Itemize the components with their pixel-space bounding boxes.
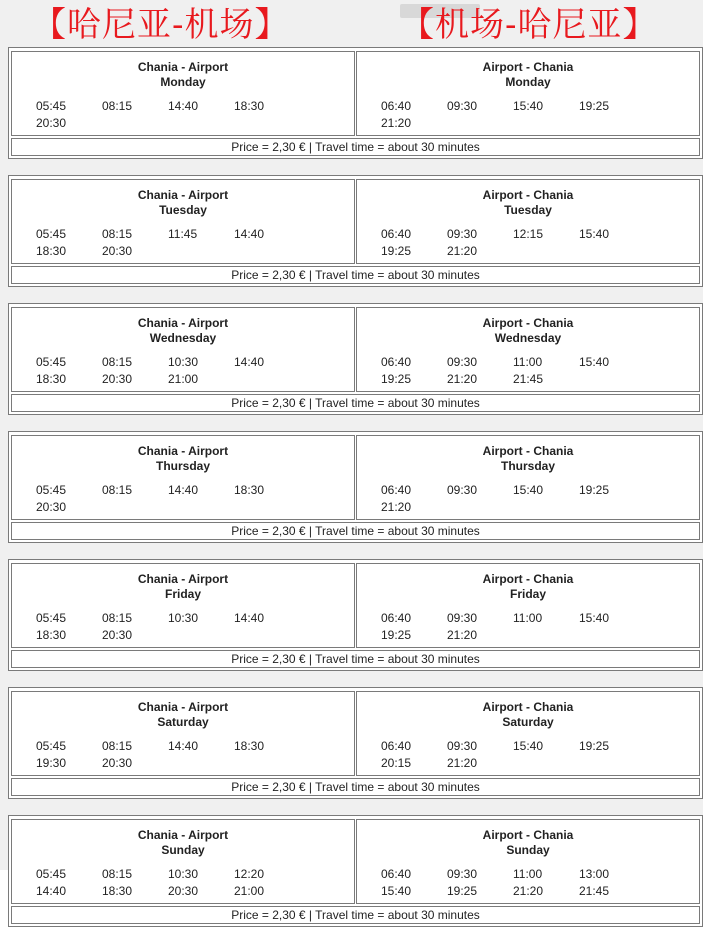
route-day: Friday bbox=[164, 587, 201, 601]
departure-time: 14:40 bbox=[168, 739, 199, 753]
route-airport-chania bbox=[356, 179, 700, 264]
route-title: Chania - Airport bbox=[137, 700, 229, 714]
departure-time: 15:40 bbox=[513, 483, 544, 497]
route-grid bbox=[9, 816, 702, 904]
departure-time: 20:30 bbox=[36, 500, 67, 514]
departure-time: 10:30 bbox=[168, 355, 199, 369]
departure-time: 18:30 bbox=[102, 884, 133, 898]
departure-time: 21:20 bbox=[381, 116, 412, 130]
departure-time: 21:20 bbox=[381, 500, 412, 514]
day-block-sunday bbox=[8, 815, 703, 927]
departure-time: 18:30 bbox=[234, 99, 265, 113]
route-title: Airport - Chania bbox=[482, 572, 574, 586]
departure-time: 08:15 bbox=[102, 867, 133, 881]
price-note: Price = 2,30 € | Travel time = about 30 minutes bbox=[11, 522, 700, 540]
departure-time: 15:40 bbox=[513, 739, 544, 753]
route-chania-airport bbox=[11, 435, 355, 520]
route-airport-chania bbox=[356, 51, 700, 136]
heading-airport-to-chania: 【机场-哈尼亚】 bbox=[400, 5, 658, 45]
departure-time: 19:25 bbox=[447, 884, 478, 898]
route-airport-chania bbox=[356, 307, 700, 392]
route-day: Wednesday bbox=[149, 331, 217, 345]
departure-time: 14:40 bbox=[234, 227, 265, 241]
departure-time: 18:30 bbox=[234, 483, 265, 497]
route-day: Monday bbox=[505, 75, 551, 89]
departure-time: 13:00 bbox=[579, 867, 610, 881]
route-grid bbox=[9, 688, 702, 776]
price-note: Price = 2,30 € | Travel time = about 30 minutes bbox=[11, 138, 700, 156]
departure-time: 19:25 bbox=[579, 99, 610, 113]
departure-time: 21:45 bbox=[513, 372, 544, 386]
departure-time: 05:45 bbox=[36, 355, 67, 369]
day-block-tuesday bbox=[8, 175, 703, 287]
departure-time: 21:20 bbox=[513, 884, 544, 898]
departure-time: 08:15 bbox=[102, 739, 133, 753]
price-note: Price = 2,30 € | Travel time = about 30 minutes bbox=[11, 906, 700, 924]
departure-times bbox=[357, 352, 699, 391]
route-day: Thursday bbox=[155, 459, 210, 473]
route-title: Airport - Chania bbox=[482, 828, 574, 842]
departure-times bbox=[357, 224, 699, 263]
departure-time: 14:40 bbox=[234, 355, 265, 369]
schedule-list bbox=[8, 47, 703, 927]
departure-time: 21:20 bbox=[447, 244, 478, 258]
departure-times bbox=[12, 352, 354, 391]
departure-time: 11:00 bbox=[513, 867, 543, 881]
route-day: Saturday bbox=[157, 715, 209, 729]
departure-time: 11:45 bbox=[168, 227, 198, 241]
day-block-monday bbox=[8, 47, 703, 159]
route-airport-chania bbox=[356, 563, 700, 648]
departure-time: 21:45 bbox=[579, 884, 610, 898]
departure-time: 09:30 bbox=[447, 355, 478, 369]
departure-time: 21:20 bbox=[447, 756, 478, 770]
block-spacer bbox=[8, 287, 703, 303]
departure-time: 18:30 bbox=[36, 372, 67, 386]
departure-time: 19:30 bbox=[36, 756, 67, 770]
departure-time: 18:30 bbox=[36, 244, 67, 258]
departure-time: 09:30 bbox=[447, 99, 478, 113]
departure-time: 08:15 bbox=[102, 611, 133, 625]
route-chania-airport bbox=[11, 307, 355, 392]
route-airport-chania bbox=[356, 435, 700, 520]
route-title: Chania - Airport bbox=[137, 572, 229, 586]
departure-time: 20:30 bbox=[36, 116, 67, 130]
departure-time: 05:45 bbox=[36, 739, 67, 753]
departure-time: 05:45 bbox=[36, 483, 67, 497]
block-spacer bbox=[8, 159, 703, 175]
departure-time: 20:30 bbox=[168, 884, 199, 898]
price-note: Price = 2,30 € | Travel time = about 30 minutes bbox=[11, 650, 700, 668]
departure-time: 20:30 bbox=[102, 756, 133, 770]
route-title: Chania - Airport bbox=[137, 316, 229, 330]
route-chania-airport bbox=[11, 563, 355, 648]
day-block-thursday bbox=[8, 431, 703, 543]
departure-time: 15:40 bbox=[579, 355, 610, 369]
route-day: Sunday bbox=[506, 843, 550, 857]
departure-time: 20:30 bbox=[102, 244, 133, 258]
route-chania-airport bbox=[11, 51, 355, 136]
departure-time: 10:30 bbox=[168, 611, 199, 625]
departure-time: 14:40 bbox=[234, 611, 265, 625]
departure-time: 09:30 bbox=[447, 611, 478, 625]
block-spacer bbox=[8, 799, 703, 815]
route-day: Sunday bbox=[161, 843, 205, 857]
departure-time: 14:40 bbox=[168, 483, 199, 497]
route-grid bbox=[9, 176, 702, 264]
heading-chania-to-airport: 【哈尼亚-机场】 bbox=[32, 5, 290, 45]
block-spacer bbox=[8, 415, 703, 431]
day-block-friday bbox=[8, 559, 703, 671]
departure-time: 15:40 bbox=[579, 611, 610, 625]
departure-time: 08:15 bbox=[102, 227, 133, 241]
route-day: Saturday bbox=[502, 715, 554, 729]
route-airport-chania bbox=[356, 819, 700, 904]
departure-time: 05:45 bbox=[36, 99, 67, 113]
day-block-saturday bbox=[8, 687, 703, 799]
route-day: Wednesday bbox=[494, 331, 562, 345]
departure-time: 14:40 bbox=[168, 99, 199, 113]
block-spacer bbox=[8, 543, 703, 559]
route-airport-chania bbox=[356, 691, 700, 776]
departure-time: 19:25 bbox=[579, 739, 610, 753]
departure-time: 12:15 bbox=[513, 227, 544, 241]
route-title: Chania - Airport bbox=[137, 444, 229, 458]
route-grid bbox=[9, 560, 702, 648]
departure-time: 11:00 bbox=[513, 355, 543, 369]
route-title: Chania - Airport bbox=[137, 828, 229, 842]
departure-time: 06:40 bbox=[381, 99, 412, 113]
departure-time: 21:00 bbox=[168, 372, 199, 386]
departure-time: 06:40 bbox=[381, 867, 412, 881]
block-spacer bbox=[8, 671, 703, 687]
departure-time: 08:15 bbox=[102, 483, 133, 497]
departure-time: 05:45 bbox=[36, 227, 67, 241]
departure-time: 21:00 bbox=[234, 884, 265, 898]
route-chania-airport bbox=[11, 179, 355, 264]
departure-time: 20:15 bbox=[381, 756, 412, 770]
departure-time: 21:20 bbox=[447, 628, 478, 642]
departure-time: 06:40 bbox=[381, 611, 412, 625]
departure-time: 14:40 bbox=[36, 884, 67, 898]
route-title: Airport - Chania bbox=[482, 316, 574, 330]
departure-times bbox=[12, 96, 354, 135]
departure-time: 19:25 bbox=[579, 483, 610, 497]
route-title: Chania - Airport bbox=[137, 188, 229, 202]
departure-time: 09:30 bbox=[447, 483, 478, 497]
price-note: Price = 2,30 € | Travel time = about 30 minutes bbox=[11, 394, 700, 412]
route-grid bbox=[9, 48, 702, 136]
departure-times bbox=[12, 480, 354, 519]
departure-time: 05:45 bbox=[36, 867, 67, 881]
departure-time: 19:25 bbox=[381, 244, 412, 258]
departure-time: 20:30 bbox=[102, 628, 133, 642]
route-title: Chania - Airport bbox=[137, 60, 229, 74]
departure-time: 15:40 bbox=[381, 884, 412, 898]
route-title: Airport - Chania bbox=[482, 444, 574, 458]
route-chania-airport bbox=[11, 819, 355, 904]
departure-times bbox=[357, 736, 699, 775]
departure-time: 05:45 bbox=[36, 611, 67, 625]
departure-time: 12:20 bbox=[234, 867, 265, 881]
departure-time: 20:30 bbox=[102, 372, 133, 386]
departure-time: 06:40 bbox=[381, 483, 412, 497]
departure-time: 19:25 bbox=[381, 372, 412, 386]
route-title: Airport - Chania bbox=[482, 60, 574, 74]
departure-time: 06:40 bbox=[381, 739, 412, 753]
route-day: Tuesday bbox=[159, 203, 207, 217]
route-grid bbox=[9, 432, 702, 520]
departure-time: 18:30 bbox=[234, 739, 265, 753]
route-title: Airport - Chania bbox=[482, 700, 574, 714]
departure-times bbox=[12, 736, 354, 775]
departure-time: 09:30 bbox=[447, 227, 478, 241]
route-day: Friday bbox=[509, 587, 546, 601]
departure-time: 06:40 bbox=[381, 227, 412, 241]
departure-times bbox=[357, 480, 699, 519]
departure-time: 08:15 bbox=[102, 355, 133, 369]
departure-times bbox=[12, 608, 354, 647]
departure-time: 09:30 bbox=[447, 867, 478, 881]
departure-times bbox=[357, 96, 699, 135]
departure-time: 19:25 bbox=[381, 628, 412, 642]
departure-time: 15:40 bbox=[579, 227, 610, 241]
route-day: Monday bbox=[160, 75, 206, 89]
departure-time: 08:15 bbox=[102, 99, 133, 113]
departure-time: 21:20 bbox=[447, 372, 478, 386]
route-day: Tuesday bbox=[504, 203, 552, 217]
route-title: Airport - Chania bbox=[482, 188, 574, 202]
departure-times bbox=[12, 224, 354, 263]
departure-time: 15:40 bbox=[513, 99, 544, 113]
price-note: Price = 2,30 € | Travel time = about 30 minutes bbox=[11, 778, 700, 796]
departure-time: 09:30 bbox=[447, 739, 478, 753]
departure-time: 06:40 bbox=[381, 355, 412, 369]
day-block-wednesday bbox=[8, 303, 703, 415]
route-chania-airport bbox=[11, 691, 355, 776]
departure-time: 10:30 bbox=[168, 867, 199, 881]
route-grid bbox=[9, 304, 702, 392]
departure-time: 18:30 bbox=[36, 628, 67, 642]
departure-times bbox=[357, 608, 699, 647]
right-strip bbox=[703, 0, 713, 870]
price-note: Price = 2,30 € | Travel time = about 30 minutes bbox=[11, 266, 700, 284]
departure-time: 11:00 bbox=[513, 611, 543, 625]
route-day: Thursday bbox=[500, 459, 555, 473]
